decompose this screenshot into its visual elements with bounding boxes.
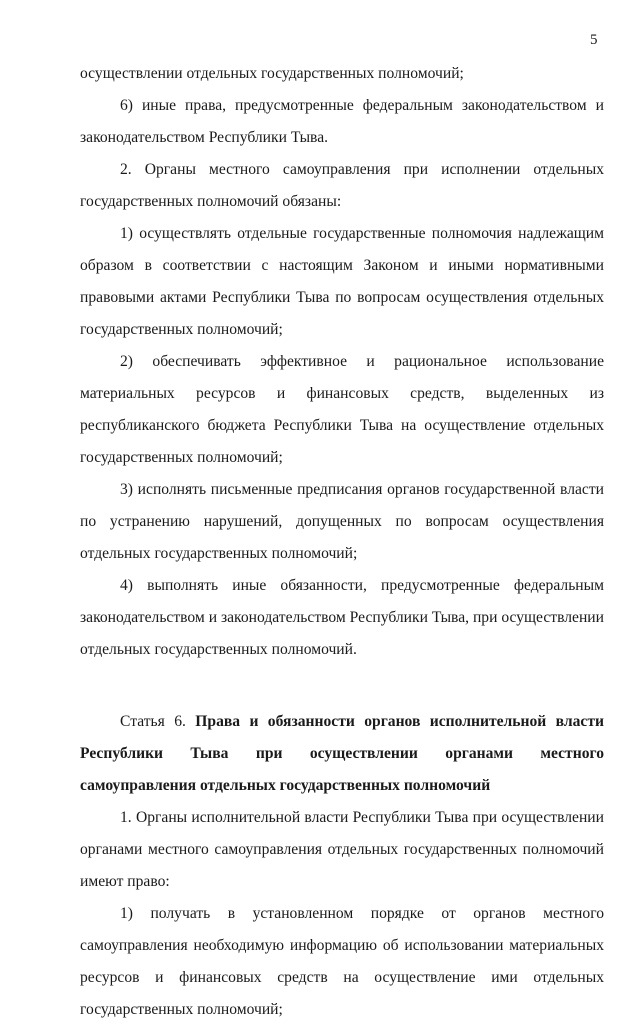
paragraph-item-6-rights: 6) иные права, предусмотренные федеральным законодательством и законодательством Республики Тыва.: [80, 97, 604, 146]
document-body: [80, 58, 604, 1026]
paragraph-article-section-1: 1. Органы исполнительной власти Республики Тыва при осуществлении органами местного самоуправления отдельных государственных полномочий имеют право:: [80, 809, 604, 890]
article-heading: [80, 706, 604, 802]
article-label: Статья 6.: [120, 713, 196, 730]
paragraph-section-2: 2. Органы местного самоуправления при исполнении отдельных государственных полномочий обязаны:: [80, 161, 604, 210]
page-number: 5: [590, 32, 598, 48]
paragraph-duty-4: 4) выполнять иные обязанности, предусмотренные федеральным законодательством и законодательством Республики Тыва, при осуществлении отдельных государственных полномочий.: [80, 577, 604, 658]
paragraph-duty-2: 2) обеспечивать эффективное и рациональное использование материальных ресурсов и финансовых средств, выделенных из республиканского бюджета Республики Тыва на осуществление отдельных государственных полномочий;: [80, 353, 604, 466]
paragraph-continuation: осуществлении отдельных государственных полномочий;: [80, 65, 464, 82]
paragraph-article-right-1: 1) получать в установленном порядке от органов местного самоуправления необходимую информацию об использовании материальных ресурсов и финансовых средств на осуществление ими отдельных государственных полномочий;: [80, 905, 604, 1018]
article-title: Права и обязанности органов исполнительной власти Республики Тыва при осуществлении органами местного самоуправления отдельных государственных полномочий: [80, 713, 604, 794]
paragraph-duty-3: 3) исполнять письменные предписания органов государственной власти по устранению нарушений, допущенных по вопросам осуществления отдельных государственных полномочий;: [80, 481, 604, 562]
paragraph-duty-1: 1) осуществлять отдельные государственные полномочия надлежащим образом в соответствии с настоящим Законом и иными нормативными правовыми актами Республики Тыва по вопросам осуществления отдельных государственных полномочий;: [80, 225, 604, 338]
